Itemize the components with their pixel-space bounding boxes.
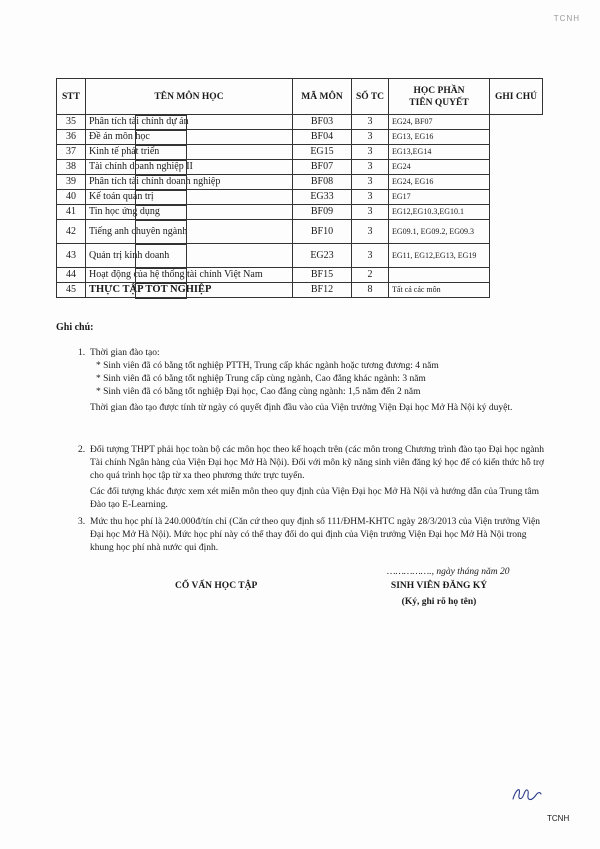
table-row bbox=[57, 205, 543, 220]
row-stt: 35 bbox=[57, 115, 86, 130]
row-prereq bbox=[389, 268, 490, 283]
student-signature-label: SINH VIÊN ĐĂNG KÝ bbox=[390, 581, 488, 591]
note-2 bbox=[78, 444, 548, 512]
header-code: MÃ MÔN bbox=[293, 79, 352, 115]
row-prereq: EG24, EG16 bbox=[389, 175, 490, 190]
row-credits: 3 bbox=[352, 175, 389, 190]
notes-heading: Ghi chú: bbox=[56, 322, 94, 333]
table-row bbox=[57, 130, 543, 145]
row-prereq: EG11, EG12,EG13, EG19 bbox=[389, 244, 490, 268]
row-prereq: EG09.1, EG09.2, EG09.3 bbox=[389, 220, 490, 244]
row-name: Kinh tế phát triển bbox=[86, 145, 293, 160]
note-bullet: * Sinh viên đã có bằng tốt nghiệp PTTH, Trung cấp khác ngành hoặc tương đương: 4 năm bbox=[96, 361, 439, 371]
row-stt: 36 bbox=[57, 130, 86, 145]
row-name: Đề án môn học bbox=[86, 130, 293, 145]
row-credits: 3 bbox=[352, 115, 389, 130]
table-row bbox=[57, 190, 543, 205]
row-note bbox=[135, 244, 187, 269]
row-note bbox=[135, 130, 187, 146]
note-number: 2. bbox=[78, 445, 86, 455]
row-name: Tin học ứng dụng bbox=[86, 205, 293, 220]
footer-code: TCNH bbox=[547, 814, 570, 823]
advisor-signature-label: CỐ VẤN HỌC TẬP bbox=[175, 581, 258, 591]
row-note bbox=[135, 220, 187, 245]
row-code: BF04 bbox=[293, 130, 352, 145]
table-row bbox=[57, 145, 543, 160]
row-note bbox=[135, 190, 187, 206]
table-row bbox=[57, 175, 543, 190]
row-name: Hoạt động của hệ thống tài chính Việt Nam bbox=[86, 268, 293, 283]
row-stt: 41 bbox=[57, 205, 86, 220]
table-row bbox=[57, 268, 543, 283]
course-table bbox=[56, 78, 543, 298]
row-code: EG23 bbox=[293, 244, 352, 268]
row-credits: 3 bbox=[352, 244, 389, 268]
row-stt: 45 bbox=[57, 283, 86, 298]
date-line: ……………., ngày tháng năm 20 bbox=[387, 567, 510, 577]
row-name: Phân tích tài chính dự án bbox=[86, 115, 293, 130]
header-name: TÊN MÔN HỌC bbox=[86, 79, 293, 115]
row-code: EG33 bbox=[293, 190, 352, 205]
note-1 bbox=[78, 347, 548, 415]
row-name: Tài chính doanh nghiệp II bbox=[86, 160, 293, 175]
row-prereq: EG13,EG14 bbox=[389, 145, 490, 160]
row-credits: 3 bbox=[352, 205, 389, 220]
note-paragraph: Các đối tượng khác được xem xét miễn môn theo quy định của Viện Đại học Mở Hà Nội và hướng dẫn của Trung tâm Đào tạo E-Learning. bbox=[90, 487, 540, 510]
row-code: BF12 bbox=[293, 283, 352, 298]
row-prereq: EG17 bbox=[389, 190, 490, 205]
row-code: EG15 bbox=[293, 145, 352, 160]
row-code: BF10 bbox=[293, 220, 352, 244]
note-paragraph: Đối tượng THPT phải học toàn bộ các môn học theo kế hoạch trên (các môn trong Chương trình đào tạo Đại học ngành Tài chính Ngân hàng của Viện Đại học Mở Hà Nội). Đối với môn kỹ năng sinh viên đăng ký học để có kiến thức hỗ trợ cho quá trình học tập từ xa theo phương thức trực tuyến. bbox=[90, 445, 545, 481]
row-note bbox=[135, 175, 187, 191]
row-credits: 3 bbox=[352, 190, 389, 205]
row-name: Tiếng anh chuyên ngành bbox=[86, 220, 293, 244]
row-credits: 3 bbox=[352, 145, 389, 160]
row-note bbox=[135, 160, 187, 176]
header-prereq-line1: HỌC PHẦN bbox=[413, 85, 465, 96]
note-bullet: * Sinh viên đã có bằng tốt nghiệp Trung cấp cùng ngành, Cao đẳng khác ngành: 3 năm bbox=[96, 374, 426, 384]
header-stt: STT bbox=[57, 79, 86, 115]
note-bullet: * Sinh viên đã có bằng tốt nghiệp Đại học, Cao đẳng cùng ngành: 1,5 năm đến 2 năm bbox=[96, 387, 421, 397]
row-code: BF07 bbox=[293, 160, 352, 175]
row-prereq: EG24 bbox=[389, 160, 490, 175]
row-prereq: EG13, EG16 bbox=[389, 130, 490, 145]
table-row bbox=[57, 220, 543, 244]
header-credits: SỐ TC bbox=[352, 79, 389, 115]
note-title: Thời gian đào tạo: bbox=[90, 348, 160, 358]
row-name: THỰC TẬP TỐT NGHIỆP bbox=[86, 283, 293, 298]
note-paragraph: Thời gian đào tạo được tính từ ngày có quyết định đầu vào của Viện trưởng Viện Đại học Mở Hà Nội ký duyệt. bbox=[90, 403, 513, 413]
row-note bbox=[135, 145, 187, 161]
note-number: 1. bbox=[78, 348, 86, 358]
table-row bbox=[57, 244, 543, 268]
row-prereq: EG24, BF07 bbox=[389, 115, 490, 130]
note-number: 3. bbox=[78, 517, 86, 527]
row-credits: 8 bbox=[352, 283, 389, 298]
row-stt: 37 bbox=[57, 145, 86, 160]
row-note bbox=[135, 205, 187, 221]
corner-mark: TCNH bbox=[553, 14, 580, 23]
table-row bbox=[57, 115, 543, 130]
row-code: BF03 bbox=[293, 115, 352, 130]
table-row bbox=[57, 283, 543, 298]
table-header-row bbox=[57, 79, 543, 115]
row-code: BF15 bbox=[293, 268, 352, 283]
row-name: Phân tích tài chính doanh nghiệp bbox=[86, 175, 293, 190]
header-prereq bbox=[389, 79, 490, 115]
row-stt: 42 bbox=[57, 220, 86, 244]
row-credits: 3 bbox=[352, 130, 389, 145]
row-stt: 39 bbox=[57, 175, 86, 190]
note-paragraph: Mức thu học phí là 240.000đ/tín chỉ (Căn cứ theo quy định số 111/ĐHM-KHTC ngày 28/3/2013 của Viện trưởng Viện Đại học Mở Hà Nội). Mức học phí này có thể thay đổi do qui định của Viện trưởng Viện Đại học Mở Hà Nội trong khung học phí nhà nước qui định. bbox=[90, 517, 540, 553]
header-prereq-line2: TIÊN QUYẾT bbox=[409, 97, 469, 108]
row-prereq: Tất cả các môn bbox=[389, 283, 490, 298]
row-stt: 44 bbox=[57, 268, 86, 283]
row-note bbox=[135, 268, 187, 284]
handwritten-initials-icon bbox=[510, 783, 544, 805]
row-stt: 43 bbox=[57, 244, 86, 268]
row-code: BF09 bbox=[293, 205, 352, 220]
row-stt: 40 bbox=[57, 190, 86, 205]
row-credits: 3 bbox=[352, 160, 389, 175]
row-stt: 38 bbox=[57, 160, 86, 175]
row-prereq: EG12,EG10.3,EG10.1 bbox=[389, 205, 490, 220]
note-3 bbox=[78, 516, 548, 555]
row-credits: 3 bbox=[352, 220, 389, 244]
row-name: Quản trị kinh doanh bbox=[86, 244, 293, 268]
table-row bbox=[57, 160, 543, 175]
student-signature-hint: (Ký, ghi rõ họ tên) bbox=[401, 597, 477, 607]
row-name: Kế toán quản trị bbox=[86, 190, 293, 205]
row-credits: 2 bbox=[352, 268, 389, 283]
row-code: BF08 bbox=[293, 175, 352, 190]
header-note: GHI CHÚ bbox=[490, 79, 543, 115]
row-note bbox=[135, 283, 187, 299]
